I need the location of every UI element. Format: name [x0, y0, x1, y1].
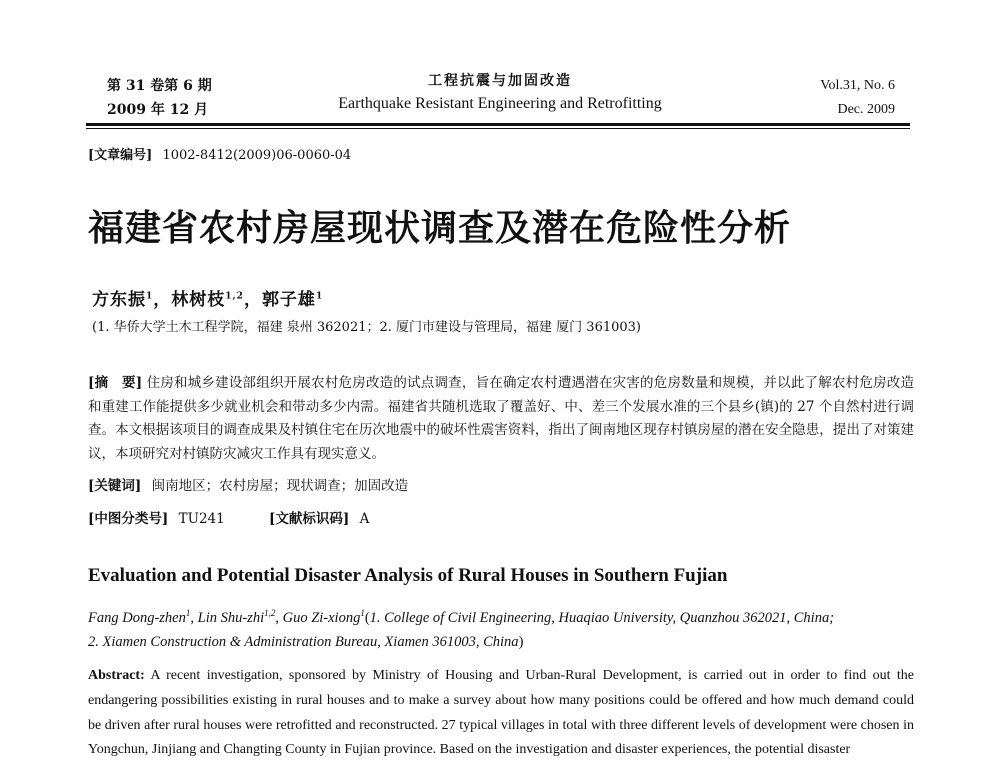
author-list-en: Fang Dong-zhen$^1$, Lin Shu-zhi$^{1,2}$, Guo Zi-xiong$^1$(1. College of Civil Engineering, Huaqiao University, Quanzhou 362021, China; 2. Xiamen Construction & Administration Bureau, Xiamen 361003, China) [88, 608, 835, 650]
author-name: 方东振 [92, 290, 146, 310]
author-name-en: Fang Dong-zhen [88, 609, 186, 626]
author-name-en: Lin Shu-zhi [197, 609, 265, 626]
paper-title-en: Evaluation and Potential Disaster Analysis of Rural Houses in Southern Fujian [88, 565, 728, 586]
paper-title-zh: 福建省农村房屋现状调查及潜在危险性分析 [88, 207, 792, 249]
article-number [88, 144, 351, 163]
abstract-zh [88, 372, 914, 466]
abstract-en-text: A recent investigation, sponsored by Ministry of Housing and Urban-Rural Development, is carried out in order to find out the endangering possibilities existing in rural houses and to make a survey about how many positions could be offered and how much demand could be driven after rural houses were retrofitted and reconstructed. 27 typical villages in total with three different levels of development were chosen in Yongchun, Jinjiang and Changting County in Fujian province. Based on the investigation and disaster experiences, the potential disaster [88, 668, 914, 758]
affiliation-close: ) [518, 633, 524, 650]
journal-title-en: Earthquake Resistant Engineering and Retrofitting [338, 95, 662, 112]
issue-date-en: Dec. 2009 [837, 102, 895, 117]
abstract-en-label: Abstract: [88, 668, 145, 683]
issue-info-zh [107, 74, 307, 122]
keywords-zh [88, 474, 408, 494]
keywords-zh-text: 闽南地区；农村房屋；现状调查；加固改造 [151, 478, 409, 494]
header-rule-thick [86, 123, 910, 126]
abstract-zh-text: 住房和城乡建设部组织开展农村危房改造的试点调查，旨在确定农村遭遇潜在灾害的危房数量和规模，并以此了解农村危房改造和重建工作能提供多少就业机会和带动多少内需。福建省共随机选取了覆盖好、中、差三个发展水准的三个县乡(镇)的 27 个自然村进行调查。本文根据该项目的调查成果及村镇住宅在历次地震中的破坏性震害资料，指出了闽南地区现存村镇房屋的潜在安全隐患，提出了对策建议，本项研究对村镇防灾减灾工作具有现实意义。 [88, 375, 914, 462]
classification [88, 507, 369, 527]
issue-date-zh: 2009 年 12 月 [107, 102, 209, 118]
clc-value: TU241 [178, 511, 225, 527]
affiliation-en-line2: 2. Xiamen Construction & Administration Bureau, Xiamen 361003, China [88, 633, 519, 650]
author-affiliation-mark: 1 [315, 291, 324, 302]
issue-info-en [700, 74, 895, 122]
author-affiliation-mark: 1,2 [225, 291, 244, 302]
article-number-label: [文章编号] [88, 148, 153, 163]
keywords-zh-label: [关键词] [88, 478, 142, 494]
author-separator: ， [153, 290, 172, 310]
doc-code-label: [文献标识码] [269, 511, 350, 527]
doc-code-value: A [359, 511, 370, 527]
author-affiliation-mark: 1 [360, 608, 365, 618]
author-name: 郭子雄 [261, 290, 316, 310]
journal-title [300, 70, 700, 116]
author-name-en: Guo Zi-xiong [282, 609, 361, 626]
author-affiliation-mark: 1 [185, 608, 191, 618]
author-affiliation-mark: 1,2 [264, 608, 276, 618]
author-affiliation-mark: 1 [146, 291, 154, 302]
author-name: 林树枝 [171, 290, 226, 310]
affiliation-zh: (1. 华侨大学土木工程学院，福建 泉州 362021；2. 厦门市建设与管理局，福建 厦门 361003) [92, 320, 641, 335]
issue-volume-zh: 第 31 卷第 6 期 [107, 78, 212, 94]
journal-title-zh: 工程抗震与加固改造 [428, 73, 572, 89]
issue-volume-en: Vol.31, No. 6 [820, 78, 895, 93]
header-rule-thin [86, 128, 910, 129]
author-list-zh [92, 285, 323, 310]
clc-label: [中图分类号] [88, 511, 169, 527]
author-separator: ， [243, 290, 262, 310]
abstract-en [88, 664, 914, 763]
abstract-zh-label: [摘 要] [88, 375, 143, 391]
affiliation-en-line1: 1. College of Civil Engineering, Huaqiao University, Quanzhou 362021, China; [369, 609, 835, 626]
affiliation-open: ( [364, 609, 370, 626]
article-number-value: 1002-8412(2009)06-0060-04 [162, 148, 352, 163]
